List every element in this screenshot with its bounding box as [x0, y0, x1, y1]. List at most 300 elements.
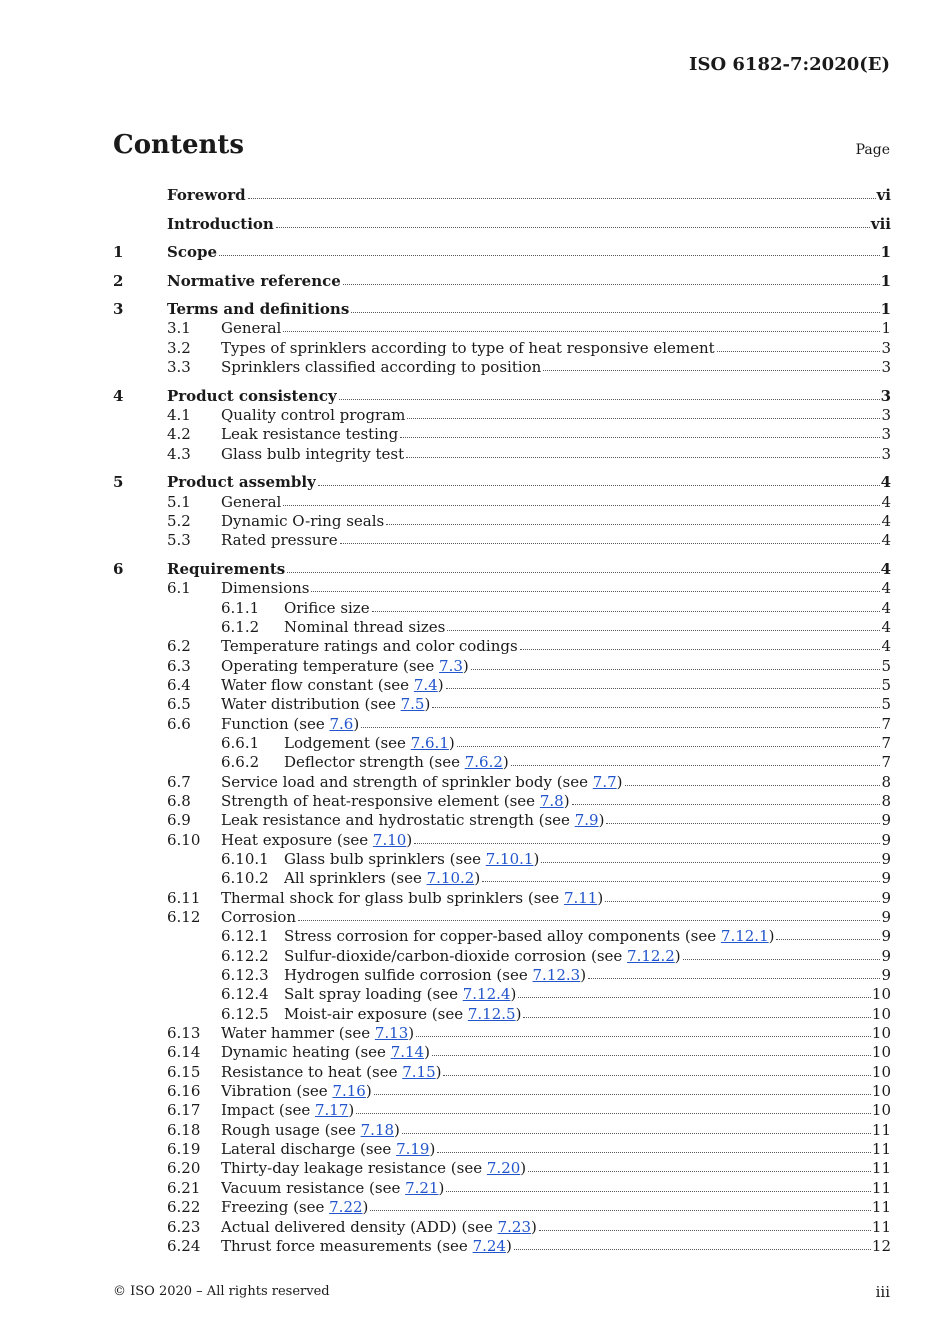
toc-entry-title-tail: ): [348, 1101, 355, 1120]
toc-entry-title: [221, 512, 384, 531]
toc-entry-title-text: Resistance to heat (see: [221, 1062, 403, 1081]
cross-reference-link[interactable]: 7.9: [574, 811, 599, 830]
toc-entry-number: 6.10: [167, 830, 201, 849]
toc-entry-page: 5: [881, 695, 891, 714]
toc-entry[interactable]: [113, 966, 891, 985]
toc-entry-title: [221, 792, 570, 811]
toc-entry-title: [221, 811, 604, 830]
toc-entry-title-text: General: [221, 492, 282, 511]
toc-entry-number: 1: [113, 243, 124, 262]
toc-entry[interactable]: [113, 1218, 891, 1237]
toc-entry-title-tail: ): [531, 1217, 537, 1236]
toc-entry[interactable]: [113, 947, 891, 966]
toc-entry[interactable]: [113, 215, 891, 234]
dot-leader: [511, 764, 881, 766]
page-title: Contents: [113, 130, 245, 160]
toc-entry-number: 6.15: [167, 1062, 201, 1081]
dot-leader: [432, 706, 880, 708]
toc-entry-title: [221, 579, 309, 598]
toc-entry-title: [167, 560, 285, 579]
toc-entry[interactable]: [113, 560, 891, 579]
toc-entry-title-tail: ): [768, 927, 775, 946]
dot-leader: [588, 977, 880, 979]
cross-reference-link[interactable]: 7.4: [413, 675, 438, 694]
toc-entry[interactable]: [113, 473, 891, 492]
toc-entry[interactable]: [113, 319, 891, 338]
toc-entry-title: [221, 358, 541, 377]
dot-leader: [457, 745, 881, 747]
toc-entry-title-text: Quality control program: [221, 406, 406, 425]
toc-entry-number: 6.16: [167, 1082, 201, 1101]
toc-entry-page: 9: [881, 849, 891, 868]
toc-entry[interactable]: [113, 512, 891, 531]
cross-reference-link[interactable]: 7.12.5: [467, 1004, 516, 1023]
toc-entry-page: 10: [871, 1004, 891, 1023]
dot-leader: [717, 350, 881, 352]
toc-entry-page: 11: [871, 1140, 891, 1159]
dot-leader: [287, 571, 879, 573]
dot-leader: [340, 542, 881, 544]
cross-reference-link[interactable]: 7.23: [497, 1217, 532, 1236]
toc-entry-page: 4: [881, 492, 891, 511]
toc-entry-title-text: Normative reference: [167, 271, 341, 290]
toc-entry-number: 3: [113, 300, 124, 319]
toc-entry-page: 3: [881, 406, 891, 425]
toc-entry-title-text: Dynamic O-ring seals: [221, 511, 385, 530]
toc-entry[interactable]: [113, 850, 891, 869]
cross-reference-link[interactable]: 7.24: [472, 1236, 506, 1255]
dot-leader: [356, 1112, 871, 1114]
toc-entry[interactable]: [113, 300, 891, 319]
toc-entry-page: 11: [871, 1198, 891, 1217]
toc-entry-title-text: Strength of heat-responsive element (see: [221, 791, 540, 810]
toc-entry-page: 4: [880, 473, 891, 492]
toc-entry-title-text: Lodgement (see: [284, 733, 411, 752]
dot-leader: [471, 668, 881, 670]
cross-reference-link[interactable]: 7.10: [372, 830, 407, 849]
toc-entry-page: 10: [871, 985, 891, 1004]
toc-entry-page: 10: [871, 1062, 891, 1081]
toc-entry[interactable]: [113, 715, 891, 734]
toc-entry-page: 3: [881, 338, 891, 357]
toc-entry-number: 6.12: [167, 908, 201, 926]
toc-entry-title-text: Thermal shock for glass bulb sprinklers (see: [221, 888, 564, 907]
toc-entry-title-tail: ): [580, 966, 587, 985]
toc-entry[interactable]: [113, 1024, 891, 1043]
toc-entry-page: 4: [881, 531, 891, 550]
toc-entry[interactable]: [113, 637, 891, 656]
toc-entry[interactable]: [113, 1005, 891, 1024]
toc-entry-title: [284, 966, 586, 985]
toc-entry[interactable]: [113, 339, 891, 358]
toc-entry-title-tail: ): [406, 830, 413, 849]
cross-reference-link[interactable]: 7.10.1: [485, 849, 534, 868]
dot-leader: [298, 919, 880, 921]
toc-entry-title-text: Rated pressure: [221, 531, 338, 550]
toc-entry-title: [221, 1159, 526, 1178]
toc-entry-page: 11: [871, 1159, 891, 1178]
toc-entry-number: 3.3: [167, 358, 191, 377]
cross-reference-link[interactable]: 7.13: [374, 1024, 409, 1043]
cross-reference-link[interactable]: 7.20: [486, 1159, 521, 1178]
toc-entry-title: [284, 869, 480, 888]
toc-entry-title-tail: ): [474, 869, 481, 888]
copyright-notice: © ISO 2020 – All rights reserved: [113, 1284, 330, 1299]
toc-entry-number: 6.12.5: [221, 1004, 269, 1023]
toc-entry-title: [221, 889, 603, 908]
toc-entry-number: 6.3: [167, 656, 191, 675]
cross-reference-link[interactable]: 7.18: [360, 1120, 395, 1139]
toc-entry-title: [221, 319, 281, 338]
cross-reference-link[interactable]: 7.6.1: [410, 733, 449, 752]
toc-entry-page: 9: [881, 966, 891, 985]
toc-entry-number: 5.2: [167, 511, 191, 530]
toc-entry-number: 6.21: [167, 1178, 201, 1197]
toc-entry-page: 7: [881, 753, 891, 772]
toc-entry-title-tail: ): [510, 985, 517, 1004]
toc-entry-number: 6.10.2: [221, 869, 269, 888]
toc-entry-number: 6.10.1: [221, 849, 269, 868]
toc-entry-number: 6.8: [167, 791, 191, 810]
toc-entry-number: 6.4: [167, 675, 191, 694]
toc-entry[interactable]: [113, 618, 891, 637]
toc-entry-title-tail: ): [438, 1178, 445, 1197]
toc-entry-title-text: Stress corrosion for copper-based alloy components (see: [284, 927, 721, 946]
toc-entry-title-text: Salt spray loading (see: [284, 985, 463, 1004]
toc-entry-title-tail: ): [429, 1140, 436, 1159]
toc-entry-page: vii: [870, 214, 891, 233]
toc-entry-number: 5.1: [167, 492, 191, 511]
toc-entry[interactable]: [113, 792, 891, 811]
toc-entry-page: 10: [871, 1024, 891, 1043]
toc-entry-page: 5: [881, 656, 891, 675]
toc-entry-title-text: All sprinklers (see: [284, 869, 427, 888]
toc-entry-title: [221, 1043, 430, 1062]
toc-entry[interactable]: [113, 406, 891, 425]
toc-entry-title-text: Rough usage (see: [221, 1120, 361, 1139]
dot-leader: [343, 283, 880, 285]
dot-leader: [219, 254, 880, 256]
dot-leader: [407, 417, 880, 419]
toc-entry-number: 6.22: [167, 1198, 201, 1217]
toc-entry-title: [221, 1218, 537, 1237]
toc-entry-title: [221, 445, 404, 464]
toc-entry-title-text: Requirements: [167, 559, 286, 578]
toc-entry-number: 6.24: [167, 1236, 201, 1255]
dot-leader: [437, 1151, 871, 1153]
toc-entry[interactable]: [113, 1159, 891, 1178]
toc-entry-page: 3: [881, 358, 891, 377]
toc-entry[interactable]: [113, 186, 891, 205]
toc-entry-title: [221, 1179, 444, 1198]
cross-reference-link[interactable]: 7.10.2: [426, 869, 475, 888]
toc-entry-title: [284, 927, 774, 946]
toc-entry-title: [167, 243, 217, 262]
toc-entry-page: 5: [881, 675, 891, 694]
toc-entry-title-text: Product consistency: [167, 386, 337, 405]
toc-entry[interactable]: [113, 695, 891, 714]
toc-entry-page: 1: [881, 319, 891, 338]
toc-entry[interactable]: [113, 493, 891, 512]
toc-entry-title: [221, 695, 430, 714]
dot-leader: [683, 958, 881, 960]
toc-entry[interactable]: [113, 773, 891, 792]
toc-entry-title-text: Terms and definitions: [167, 300, 350, 319]
toc-entry-title-tail: ): [448, 733, 455, 752]
page-column-header: Page: [855, 142, 890, 158]
toc-entry-title-tail: ): [533, 849, 540, 868]
toc-entry[interactable]: [113, 1198, 891, 1217]
toc-entry-title-text: Deflector strength (see: [284, 753, 465, 772]
cross-reference-link[interactable]: 7.12.1: [720, 927, 769, 946]
toc-entry[interactable]: [113, 753, 891, 772]
toc-entry-title-text: Moist-air exposure (see: [284, 1004, 468, 1023]
cross-reference-link[interactable]: 7.12.2: [627, 946, 675, 965]
toc-entry-title-tail: ): [597, 888, 604, 907]
toc-entry[interactable]: [113, 1101, 891, 1120]
dot-leader: [248, 197, 876, 199]
cross-reference-link[interactable]: 7.3: [439, 656, 463, 675]
cross-reference-link[interactable]: 7.7: [592, 772, 617, 791]
toc-entry-title: [221, 908, 296, 927]
toc-entry-title-text: Actual delivered density (ADD) (see: [221, 1217, 498, 1236]
toc-entry[interactable]: [113, 811, 891, 830]
dot-leader: [447, 629, 880, 631]
toc-entry-title-text: Orifice size: [284, 598, 370, 617]
toc-entry-title: [167, 387, 337, 406]
toc-entry-number: 6.11: [167, 888, 201, 907]
toc-entry-page: 4: [881, 579, 891, 598]
toc-entry-title-text: Nominal thread sizes: [284, 617, 446, 636]
toc-entry-title: [221, 425, 398, 444]
toc-entry[interactable]: [113, 927, 891, 946]
toc-entry[interactable]: [113, 1043, 891, 1062]
cross-reference-link[interactable]: 7.6: [329, 714, 354, 733]
dot-leader: [446, 687, 881, 689]
toc-entry-title: [284, 1005, 521, 1024]
toc-entry-number: 6.19: [167, 1140, 201, 1159]
toc-entry-title: [284, 850, 539, 869]
toc-entry-title-text: Impact (see: [221, 1101, 315, 1120]
toc-entry[interactable]: [113, 657, 891, 676]
document-id: ISO 6182-7:2020(E): [689, 54, 890, 75]
cross-reference-link[interactable]: 7.5: [400, 695, 425, 714]
toc-entry-page: 9: [881, 811, 891, 830]
table-of-contents: [113, 186, 891, 1256]
toc-entry-page: 9: [881, 927, 891, 946]
toc-entry-page: 3: [880, 386, 891, 405]
toc-entry[interactable]: [113, 243, 891, 262]
toc-entry-page: 1: [880, 243, 891, 262]
toc-entry-title: [221, 406, 405, 425]
toc-entry-number: 6.6.2: [221, 753, 260, 772]
toc-entry-title-tail: ): [435, 1062, 442, 1081]
dot-leader: [432, 1054, 871, 1056]
toc-entry-title-text: Heat exposure (see: [221, 830, 373, 849]
dot-leader: [776, 938, 880, 940]
cross-reference-link[interactable]: 7.16: [332, 1082, 366, 1101]
toc-entry[interactable]: [113, 579, 891, 598]
toc-entry-title-tail: ): [408, 1024, 415, 1043]
toc-entry-title-text: Operating temperature (see: [221, 656, 440, 675]
toc-entry-title-text: Water flow constant (see: [221, 675, 414, 694]
dot-leader: [523, 1016, 870, 1018]
toc-entry-number: 4: [113, 386, 124, 405]
dot-leader: [351, 311, 879, 313]
toc-entry-number: 6.2: [167, 637, 191, 656]
toc-entry-title-text: Scope: [167, 243, 218, 262]
cross-reference-link[interactable]: 7.15: [402, 1062, 436, 1081]
toc-entry-title-text: Water hammer (see: [221, 1024, 375, 1043]
toc-entry-title: [167, 215, 274, 234]
toc-entry-page: 9: [881, 946, 891, 965]
cross-reference-link[interactable]: 7.19: [396, 1140, 430, 1159]
toc-entry-number: 3.1: [167, 319, 191, 338]
cross-reference-link[interactable]: 7.6.2: [464, 753, 503, 772]
toc-entry-page: 4: [881, 598, 891, 617]
toc-entry-number: 6.7: [167, 772, 191, 791]
toc-entry-number: 6: [113, 559, 124, 578]
toc-entry-title: [221, 1198, 368, 1217]
toc-entry-page: 11: [871, 1217, 891, 1236]
toc-entry-title-text: Leak resistance testing: [221, 425, 399, 444]
dot-leader: [370, 1209, 871, 1211]
toc-entry[interactable]: [113, 1063, 891, 1082]
cross-reference-link[interactable]: 7.21: [405, 1178, 439, 1197]
toc-entry[interactable]: [113, 908, 891, 927]
toc-entry-page: 3: [881, 444, 891, 463]
toc-entry-number: 6.12.3: [221, 966, 269, 985]
toc-entry-title-tail: ): [598, 811, 605, 830]
toc-entry-title: [221, 657, 469, 676]
toc-entry-title: [221, 1082, 372, 1101]
dot-leader: [572, 803, 881, 805]
toc-entry-title: [221, 1063, 441, 1082]
toc-entry-number: 6.13: [167, 1024, 201, 1043]
toc-entry-title-tail: ): [462, 656, 469, 675]
toc-entry-number: 6.12.1: [221, 927, 269, 946]
toc-entry-title-text: Water distribution (see: [221, 695, 401, 714]
toc-entry-title-tail: ): [616, 772, 623, 791]
toc-entry[interactable]: [113, 425, 891, 444]
toc-entry-page: 4: [881, 637, 891, 656]
toc-entry[interactable]: [113, 676, 891, 695]
dot-leader: [311, 590, 880, 592]
dot-leader: [520, 648, 881, 650]
toc-entry-number: 6.1.2: [221, 617, 260, 636]
toc-entry-number: 6.6: [167, 714, 191, 733]
toc-entry-title-tail: ): [674, 946, 681, 965]
dot-leader: [539, 1229, 871, 1231]
toc-entry[interactable]: [113, 531, 891, 550]
toc-entry[interactable]: [113, 734, 891, 753]
toc-entry[interactable]: [113, 358, 891, 377]
cross-reference-link[interactable]: 7.22: [329, 1198, 363, 1217]
toc-entry-number: 6.1.1: [221, 598, 260, 617]
toc-entry[interactable]: [113, 387, 891, 406]
dot-leader: [361, 726, 880, 728]
toc-entry[interactable]: [113, 1140, 891, 1159]
toc-entry-title-text: Foreword: [167, 186, 246, 204]
toc-entry-title: [284, 947, 681, 966]
toc-entry-title: [221, 676, 444, 695]
toc-entry-number: 6.12.4: [221, 985, 269, 1004]
toc-entry-title-text: Thirty-day leakage resistance (see: [221, 1159, 487, 1178]
toc-entry-title: [221, 531, 338, 550]
toc-entry-number: 6.14: [167, 1043, 201, 1062]
toc-entry-title: [221, 493, 281, 512]
toc-entry-page: 8: [881, 772, 891, 791]
toc-entry-page: 9: [881, 908, 891, 926]
toc-entry-page: 9: [881, 830, 891, 849]
toc-entry[interactable]: [113, 889, 891, 908]
toc-entry-number: 6.9: [167, 811, 191, 830]
toc-entry-number: 6.23: [167, 1217, 201, 1236]
toc-entry-page: 4: [881, 617, 891, 636]
toc-entry-title-tail: ): [362, 1198, 369, 1217]
toc-entry-page: 1: [880, 300, 891, 319]
toc-entry[interactable]: [113, 1179, 891, 1198]
toc-entry[interactable]: [113, 869, 891, 888]
toc-entry-page: 10: [871, 1101, 891, 1120]
toc-entry-title: [221, 831, 412, 850]
cross-reference-link[interactable]: 7.12.3: [532, 966, 581, 985]
dot-leader: [482, 880, 880, 882]
toc-entry-number: 5.3: [167, 531, 191, 550]
toc-entry-title-tail: ): [424, 1043, 430, 1062]
toc-entry-title-text: Vibration (see: [221, 1082, 333, 1101]
toc-entry-page: 12: [871, 1236, 891, 1255]
cross-reference-link[interactable]: 7.8: [539, 791, 564, 810]
toc-entry[interactable]: [113, 272, 891, 291]
toc-entry-title: [221, 1121, 400, 1140]
cross-reference-link[interactable]: 7.11: [563, 888, 598, 907]
toc-entry[interactable]: [113, 831, 891, 850]
toc-entry-title: [167, 186, 246, 205]
toc-entry-title-tail: ): [365, 1082, 372, 1101]
dot-leader: [625, 784, 881, 786]
toc-entry[interactable]: [113, 1121, 891, 1140]
toc-entry-number: 5: [113, 473, 124, 492]
cross-reference-link[interactable]: 7.17: [314, 1101, 349, 1120]
toc-entry-title-tail: ): [424, 695, 431, 714]
toc-entry[interactable]: [113, 599, 891, 618]
toc-entry[interactable]: [113, 985, 891, 1004]
toc-entry[interactable]: [113, 1237, 891, 1256]
toc-entry-title-tail: ): [394, 1120, 400, 1139]
toc-entry-title-text: Sulfur-dioxide/carbon-dioxide corrosion (see: [284, 946, 628, 965]
toc-entry-title-text: Corrosion: [221, 908, 297, 926]
toc-entry[interactable]: [113, 1082, 891, 1101]
toc-entry-title-text: Dimensions: [221, 579, 310, 598]
toc-entry[interactable]: [113, 445, 891, 464]
dot-leader: [416, 1035, 871, 1037]
toc-entry-title: [221, 1101, 354, 1120]
toc-entry-title-tail: ): [437, 675, 444, 694]
cross-reference-link[interactable]: 7.12.4: [462, 985, 511, 1004]
toc-entry-number: 6.20: [167, 1159, 201, 1178]
toc-entry-title-text: Sprinklers classified according to position: [221, 358, 542, 377]
dot-leader: [414, 842, 880, 844]
dot-leader: [443, 1074, 870, 1076]
cross-reference-link[interactable]: 7.14: [390, 1043, 425, 1062]
toc-entry-page: 9: [881, 888, 891, 907]
toc-entry-page: 4: [880, 559, 891, 578]
toc-entry-number: 6.6.1: [221, 733, 260, 752]
dot-leader: [606, 822, 880, 824]
dot-leader: [543, 369, 880, 371]
toc-entry-title: [167, 272, 341, 291]
